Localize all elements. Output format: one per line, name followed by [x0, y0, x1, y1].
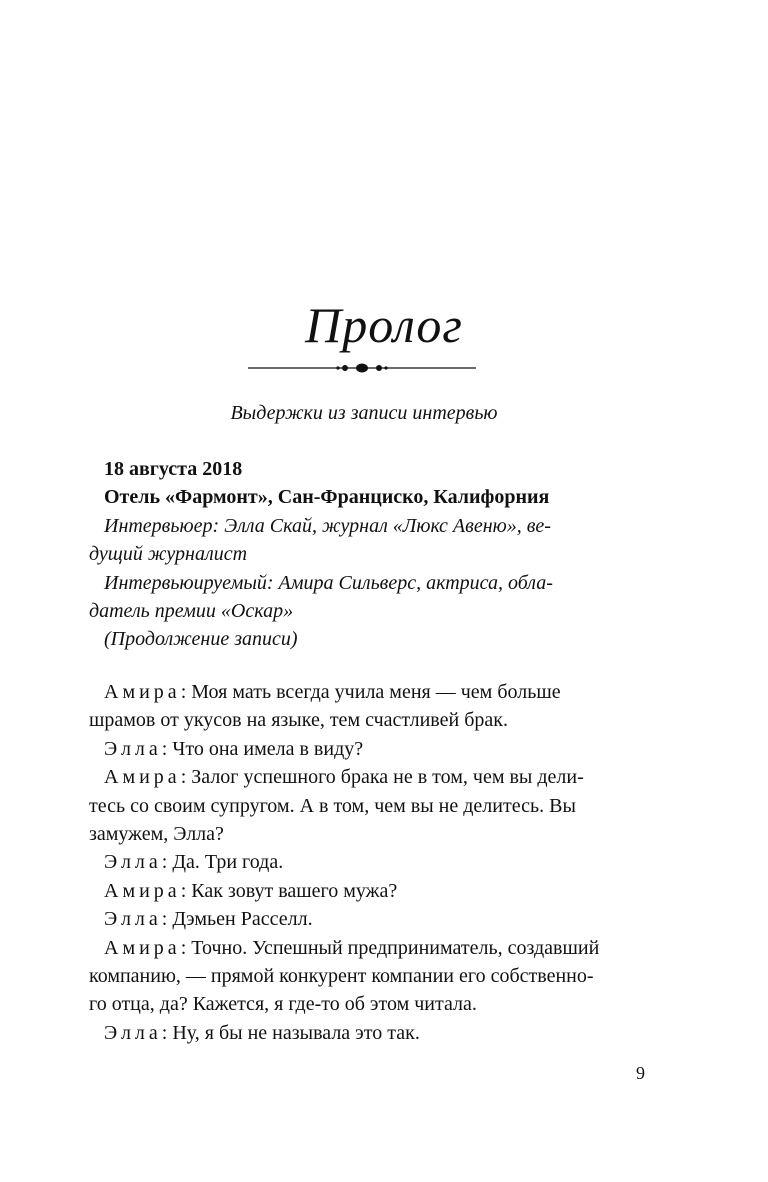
- dialog-line: Элла: Да. Три года.: [104, 851, 284, 874]
- dialog-line: шрамов от укусов на языке, тем счастливей брак.: [89, 709, 508, 732]
- dialog-text: Залог успешного брака не в том, чем вы дели-: [191, 766, 584, 789]
- dialog-line: Амира: Точно. Успешный предприниматель, создавший: [104, 936, 600, 959]
- speaker-name: Элла: [104, 737, 162, 760]
- dialog-line: компанию, — прямой конкурент компании его собственно-: [89, 965, 594, 988]
- dialog-line: Амира: Моя мать всегда учила меня — чем больше: [104, 681, 561, 703]
- interviewee-line-1: Интервьюируемый: Амира Сильверс, актриса, обла-: [104, 571, 553, 594]
- dialog-line: Амира: Как зовут вашего мужа?: [104, 879, 398, 902]
- speaker-name: Элла: [104, 1021, 162, 1044]
- dialog-text: Моя мать всегда учила меня — чем больше: [191, 681, 561, 703]
- page-number: 9: [636, 1063, 645, 1083]
- dialog-line: Элла: Ну, я бы не называла это так.: [104, 1021, 420, 1044]
- ornament-divider: [248, 358, 476, 378]
- interview-date: 18 августа 2018: [104, 458, 243, 480]
- chapter-title: Пролог: [305, 297, 463, 353]
- dialog-line: го отца, да? Кажется, я где-то об этом читала.: [89, 993, 477, 1016]
- transcript-note: (Продолжение записи): [104, 628, 298, 651]
- dialog-line: замужем, Элла?: [89, 823, 224, 846]
- dialog-line: Элла: Дэмьен Расселл.: [104, 908, 313, 931]
- chapter-subtitle: Выдержки из записи интервью: [230, 402, 498, 424]
- dialog-line: Амира: Залог успешного брака не в том, чем вы дели-: [104, 766, 584, 789]
- speaker-name: Амира: [104, 936, 181, 959]
- interview-location: Отель «Фармонт», Сан-Франциско, Калифорния: [104, 486, 550, 509]
- dialog-transcript: [89, 678, 654, 1047]
- dialog-text: Дэмьен Расселл.: [172, 908, 313, 931]
- speaker-name: Амира: [104, 681, 181, 703]
- speaker-name: Элла: [104, 908, 162, 931]
- dialog-text: Что она имела в виду?: [172, 737, 364, 760]
- interviewee-line-2: датель премии «Оскар»: [89, 600, 294, 623]
- dialog-line: тесь со своим супругом. А в том, чем вы не делитесь. Вы: [89, 794, 576, 817]
- interviewer-line-1: Интервьюер: Элла Скай, журнал «Люкс Авеню», ве-: [104, 514, 551, 537]
- dialog-text: Точно. Успешный предприниматель, создавший: [191, 936, 600, 959]
- speaker-name: Амира: [104, 879, 181, 902]
- speaker-name: Элла: [104, 851, 162, 874]
- interviewer-line-2: дущий журналист: [89, 543, 248, 566]
- dialog-text: Ну, я бы не называла это так.: [172, 1021, 420, 1044]
- interview-metadata: [89, 455, 654, 654]
- speaker-name: Амира: [104, 766, 181, 789]
- dialog-line: Элла: Что она имела в виду?: [104, 737, 364, 760]
- dialog-text: Как зовут вашего мужа?: [191, 879, 398, 902]
- dialog-text: Да. Три года.: [172, 851, 284, 874]
